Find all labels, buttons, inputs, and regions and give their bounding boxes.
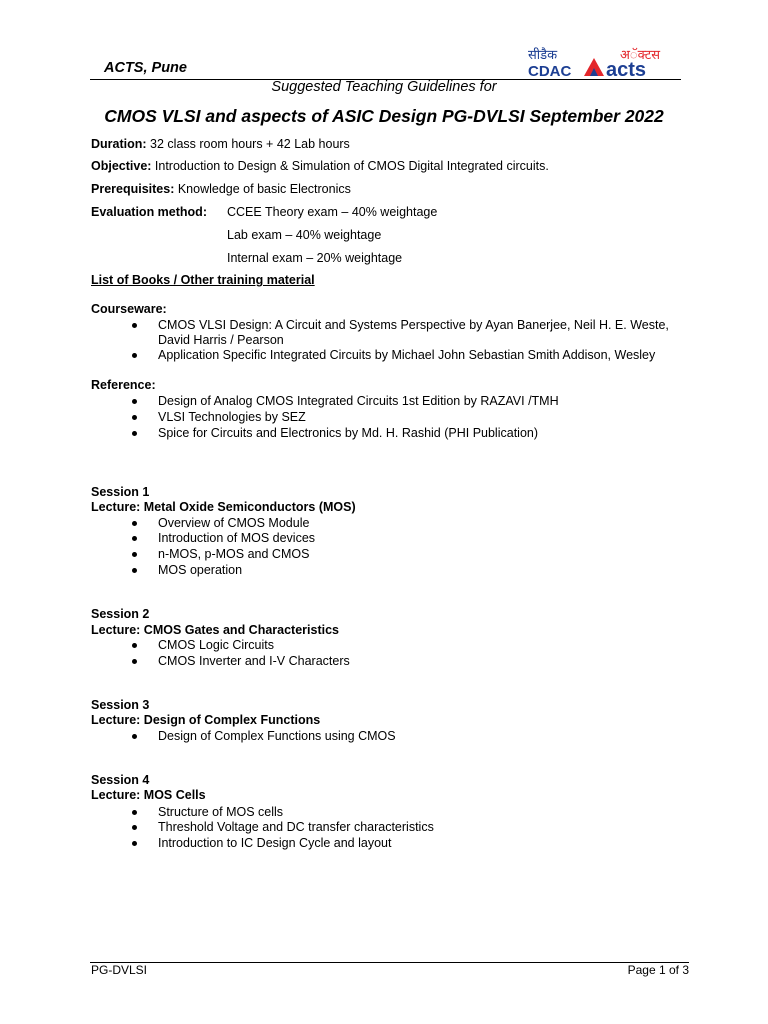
doc-title: CMOS VLSI and aspects of ASIC Design PG-DVLSI September 2022: [104, 106, 664, 126]
lecture-title: Lecture: CMOS Gates and Characteristics: [91, 623, 339, 637]
topic-item: Introduction to IC Design Cycle and layout: [158, 836, 392, 850]
reference-heading: Reference:: [91, 378, 156, 392]
acts-triangle-icon: [584, 58, 604, 76]
bullet-icon: [132, 638, 137, 652]
courseware-item: Application Specific Integrated Circuits by Michael John Sebastian Smith Addison, Wesley: [158, 348, 656, 362]
duration-line: [91, 137, 350, 151]
bullet-icon: [132, 547, 137, 561]
bullet-icon: [132, 348, 137, 362]
evaluation-item: Lab exam – 40% weightage: [227, 228, 382, 242]
evaluation-item: CCEE Theory exam – 40% weightage: [227, 205, 438, 219]
reference-item: VLSI Technologies by SEZ: [158, 410, 306, 424]
topic-item: Introduction of MOS devices: [158, 531, 316, 545]
lecture-title: Lecture: Metal Oxide Semiconductors (MOS): [91, 500, 356, 514]
duration-value: 32 class room hours + 42 Lab hours: [146, 137, 350, 151]
session-heading: Session 4: [91, 773, 150, 787]
session-heading: Session 1: [91, 485, 150, 499]
objective-label: Objective:: [91, 159, 152, 173]
logo-devanagari-left: सीडैक: [528, 48, 558, 63]
bullet-icon: [132, 410, 137, 424]
prerequisites-line: [91, 182, 351, 196]
objective-value: Introduction to Design & Simulation of CMOS Digital Integrated circuits.: [151, 159, 549, 173]
topic-item: Overview of CMOS Module: [158, 516, 310, 530]
reference-item: Design of Analog CMOS Integrated Circuits 1st Edition by RAZAVI /TMH: [158, 394, 559, 408]
bullet-icon: [132, 820, 137, 834]
topic-item: CMOS Logic Circuits: [158, 638, 274, 652]
bullet-icon: [132, 654, 137, 668]
logo-devanagari-right: अॅक्टस: [620, 48, 661, 63]
topic-item: CMOS Inverter and I-V Characters: [158, 654, 350, 668]
objective-line: [91, 159, 549, 173]
evaluation-label: Evaluation method:: [91, 205, 207, 219]
bullet-icon: [132, 394, 137, 408]
topic-item: n-MOS, p-MOS and CMOS: [158, 547, 310, 561]
cdac-acts-logo: [528, 44, 672, 78]
courseware-item-cont: David Harris / Pearson: [158, 333, 284, 347]
footer-course-code: PG-DVLSI: [91, 963, 148, 977]
doc-subtitle: Suggested Teaching Guidelines for: [271, 79, 497, 95]
evaluation-item: Internal exam – 20% weightage: [227, 251, 403, 265]
logo-acts-text: acts: [606, 59, 647, 78]
lecture-title: Lecture: MOS Cells: [91, 788, 206, 802]
footer-page-number: Page 1 of 3: [627, 963, 689, 977]
topic-item: MOS operation: [158, 563, 243, 577]
bullet-icon: [132, 805, 137, 819]
duration-label: Duration:: [91, 137, 147, 151]
reference-item: Spice for Circuits and Electronics by Md. H. Rashid (PHI Publication): [158, 426, 539, 440]
prerequisites-label: Prerequisites:: [91, 182, 175, 196]
topic-item: Design of Complex Functions using CMOS: [158, 729, 396, 743]
footer-divider: [90, 962, 689, 963]
courseware-heading: Courseware:: [91, 302, 167, 316]
bullet-icon: [132, 531, 137, 545]
lecture-title: Lecture: Design of Complex Functions: [91, 713, 321, 727]
bullet-icon: [132, 836, 137, 850]
bullet-icon: [132, 318, 137, 332]
books-heading: List of Books / Other training material: [91, 273, 315, 287]
bullet-icon: [132, 563, 137, 577]
courseware-item: CMOS VLSI Design: A Circuit and Systems Perspective by Ayan Banerjee, Neil H. E. Weste,: [158, 318, 669, 332]
bullet-icon: [132, 729, 137, 743]
bullet-icon: [132, 426, 137, 440]
topic-item: Structure of MOS cells: [158, 805, 284, 819]
session-heading: Session 3: [91, 698, 150, 712]
org-name: ACTS, Pune: [104, 60, 187, 76]
session-heading: Session 2: [91, 607, 150, 621]
prerequisites-value: Knowledge of basic Electronics: [174, 182, 351, 196]
bullet-icon: [132, 516, 137, 530]
logo-cdac-text: CDAC: [528, 63, 572, 78]
topic-item: Threshold Voltage and DC transfer characteristics: [158, 820, 434, 834]
